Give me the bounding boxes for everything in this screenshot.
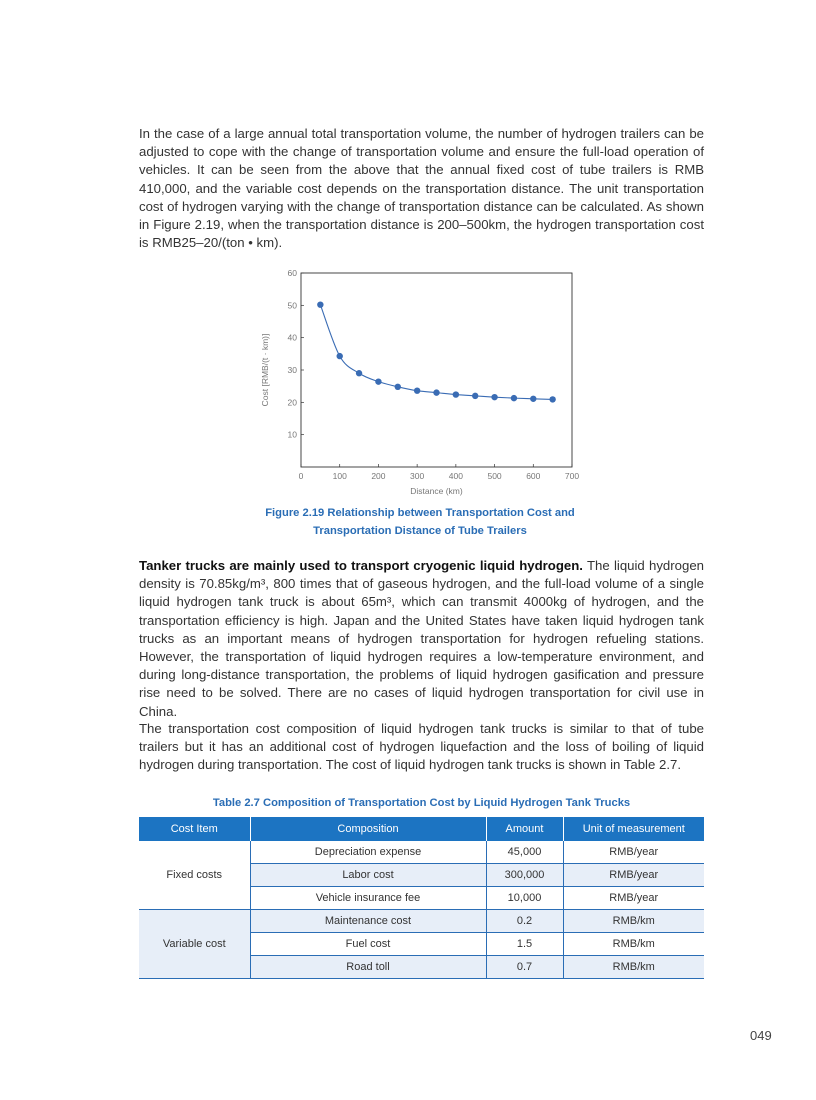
composition-cell: Depreciation expense [250, 841, 486, 864]
data-point [414, 387, 420, 393]
data-point [356, 370, 362, 376]
composition-cell: Labor cost [250, 864, 486, 887]
table-header-row [139, 817, 704, 841]
figure-caption-line2: Transportation Distance of Tube Trailers [313, 525, 527, 537]
paragraph-body: The liquid hydrogen density is 70.85kg/m³, 800 times that of gaseous hydrogen, and the full-load volume of a single liquid hydrogen tank truck is about 65m³, which can transmit 4000kg of hydrogen, and the transportation efficiency is high. Japan and the United States have taken liquid hydrogen tank trucks as an important means of hydrogen transportation for hydrogen refueling stations. However, the transportation of liquid hydrogen requires a low-temperature environment, and during long-distance transportation, the problems of liquid hydrogen gasification and pressure rise need to be solved. There are no cases of liquid hydrogen transportation for civil use in China. [139, 558, 704, 719]
x-tick-label: 700 [564, 471, 580, 481]
series-points [317, 301, 556, 402]
data-point [337, 353, 343, 359]
chart-axes [301, 273, 572, 467]
data-point [317, 301, 323, 307]
header-unit: Unit of measurement [563, 817, 704, 841]
table-row [139, 841, 704, 864]
data-point [453, 391, 459, 397]
unit-cell: RMB/year [563, 864, 704, 887]
x-axis-label: Distance (km) [410, 486, 463, 496]
y-tick-label: 30 [287, 365, 297, 375]
y-tick-label: 10 [287, 429, 297, 440]
unit-cell: RMB/km [563, 956, 704, 979]
x-tick-label: 100 [332, 471, 347, 481]
chart-ticks [288, 268, 580, 481]
figure-caption-line1: Figure 2.19 Relationship between Transportation Cost and [265, 507, 575, 519]
amount-cell: 45,000 [486, 841, 563, 864]
plot-frame [301, 273, 572, 467]
x-tick-label: 0 [298, 471, 304, 481]
paragraph-tanker-trucks [139, 557, 704, 721]
data-point [433, 389, 439, 395]
data-point [375, 378, 381, 384]
cost-distance-chart [250, 262, 590, 500]
cost-item-cell: Variable cost [139, 910, 250, 979]
data-point [472, 393, 478, 399]
amount-cell: 0.2 [486, 910, 563, 933]
composition-cell: Road toll [250, 956, 486, 979]
x-tick-label: 200 [371, 471, 386, 481]
cost-item-cell: Fixed costs [139, 841, 250, 910]
data-point [511, 395, 517, 401]
table-row [139, 910, 704, 933]
data-point [395, 384, 401, 390]
composition-cell: Maintenance cost [250, 910, 486, 933]
x-tick-label: 400 [448, 471, 463, 481]
header-amount: Amount [486, 817, 563, 841]
header-composition: Composition [250, 817, 486, 841]
amount-cell: 300,000 [486, 864, 563, 887]
figure-caption [240, 504, 600, 540]
composition-cell: Vehicle insurance fee [250, 887, 486, 910]
amount-cell: 0.7 [486, 956, 563, 979]
data-point [549, 396, 555, 402]
data-point [530, 396, 536, 402]
y-tick-label: 20 [287, 397, 297, 408]
header-cost-item: Cost Item [139, 817, 250, 841]
y-tick-label: 50 [287, 300, 297, 311]
composition-cell: Fuel cost [250, 933, 486, 956]
table-caption: Table 2.7 Composition of Transportation Cost by Liquid Hydrogen Tank Trucks [212, 797, 631, 809]
amount-cell: 10,000 [486, 887, 563, 910]
unit-cell: RMB/km [563, 910, 704, 933]
x-tick-label: 600 [526, 471, 541, 481]
unit-cell: RMB/year [563, 841, 704, 864]
unit-cell: RMB/year [563, 887, 704, 910]
paragraph-cost-composition: The transportation cost composition of liquid hydrogen tank trucks is similar to that of tube trailers but it has an additional cost of hydrogen liquefaction and the loss of boiling of liquid hydrogen during transportation. The cost of liquid hydrogen tank trucks is shown in Table 2.7. [139, 721, 704, 773]
y-axis-label: Cost [RMB/(t · km)] [260, 333, 270, 407]
unit-cell: RMB/km [563, 933, 704, 956]
series-line-cost [320, 305, 552, 400]
data-point [491, 394, 497, 400]
y-tick-label: 60 [287, 268, 297, 278]
y-tick-label: 40 [287, 332, 297, 343]
paragraph-tube-trailer-cost: In the case of a large annual total transportation volume, the number of hydrogen trailers can be adjusted to cope with the change of transportation volume and ensure the full-load operation of vehicles. It can be seen from the above that the annual fixed cost of tube trailers is RMB 410,000, and the variable cost depends on the transportation distance. The unit transportation cost of hydrogen varying with the change of transportation distance can be calculated. As shown in Figure 2.19, when the transportation distance is 200–500km, the hydrogen transportation cost is RMB25–20/(ton • km). [139, 126, 704, 251]
x-tick-label: 300 [410, 471, 425, 481]
amount-cell: 1.5 [486, 933, 563, 956]
page-number: 049 [750, 1028, 772, 1043]
cost-table [139, 817, 704, 979]
x-tick-label: 500 [487, 471, 502, 481]
paragraph-lead-sentence: Tanker trucks are mainly used to transport cryogenic liquid hydrogen. [139, 558, 583, 573]
